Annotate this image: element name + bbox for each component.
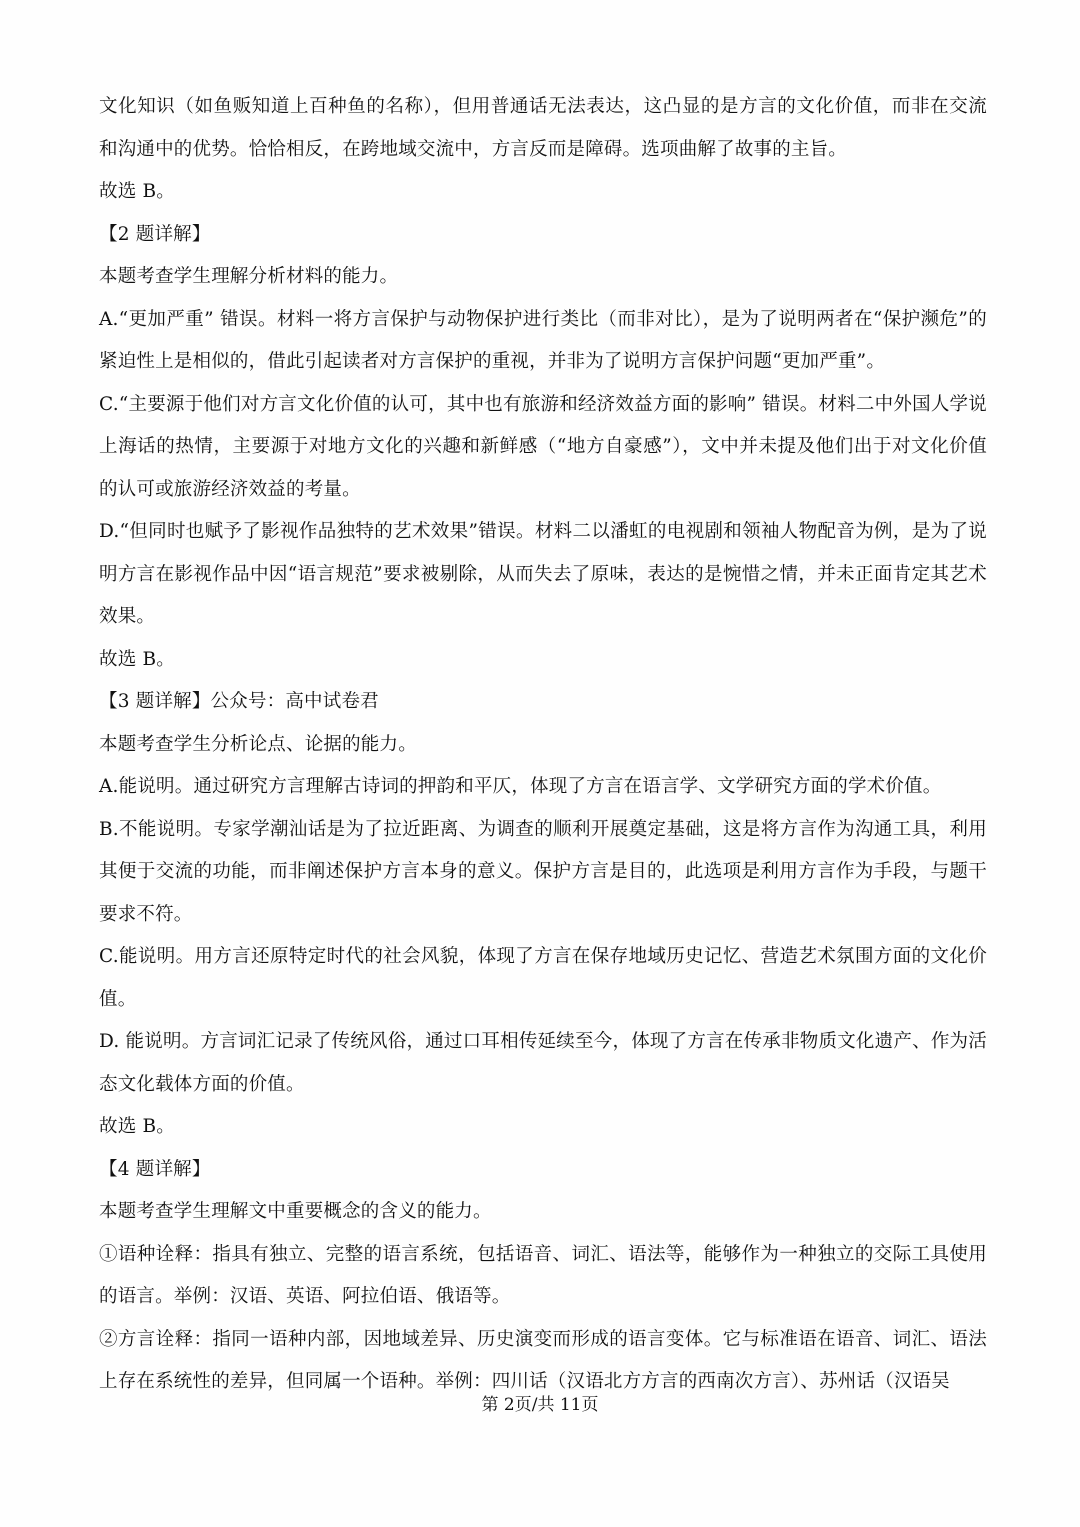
paragraph-q3-option-b: B.不能说明。专家学潮汕话是为了拉近距离、为调查的顺利开展奠定基础，这是将方言作为沟通工具，利用其便于交流的功能，而非阐述保护方言本身的意义。保护方言是目的，此选项是利用方言作为手段，与题干要求不符。 (99, 818, 987, 925)
paragraph-q3-option-d: D. 能说明。方言词汇记录了传统风俗，通过口耳相传延续至今，体现了方言在传承非物质文化遗产、作为活态文化载体方面的价值。 (99, 1031, 987, 1095)
heading-q4-detail: 【4 题详解】 (99, 1158, 211, 1180)
paragraph-q3-option-c: C.能说明。用方言还原特定时代的社会风貌，体现了方言在保存地域历史记忆、营造艺术氛围方面的文化价值。 (99, 946, 987, 1010)
paragraph-q4-language: ①语种诠释：指具有独立、完整的语言系统，包括语音、词汇、语法等，能够作为一种独立的交际工具使用的语言。举例：汉语、英语、阿拉伯语、俄语等。 (99, 1243, 987, 1307)
paragraph-q3-answer: 故选 B。 (99, 1116, 175, 1137)
answer-explanation-body (99, 86, 987, 1404)
paragraph-q2-option-c: C.“主要源于他们对方言文化价值的认可，其中也有旅游和经济效益方面的影响” 错误。材料二中外国人学说上海话的热情，主要源于对地方文化的兴趣和新鲜感（“地方自豪感”），文中并未提及他们出于对文化价值的认可或旅游经济效益的考量。 (99, 393, 987, 500)
paragraph-q2-option-d: D.“但同时也赋予了影视作品独特的艺术效果”错误。材料二以潘虹的电视剧和领袖人物配音为例，是为了说明方言在影视作品中因“语言规范”要求被剔除，从而失去了原味，表达的是惋惜之情，并未正面肯定其艺术效果。 (99, 521, 987, 627)
paragraph-q3-intro: 本题考查学生分析论点、论据的能力。 (99, 733, 417, 755)
paragraph-q2-option-a: A.“更加严重” 错误。材料一将方言保护与动物保护进行类比（而非对比），是为了说明两者在“保护濒危”的紧迫性上是相似的，借此引起读者对方言保护的重视，并非为了说明方言保护问题“更加严重”。 (99, 308, 987, 372)
paragraph-q4-intro: 本题考查学生理解文中重要概念的含义的能力。 (99, 1201, 492, 1222)
heading-q3-detail: 【3 题详解】公众号：高中试卷君 (99, 691, 379, 712)
paragraph-q3-option-a: A.能说明。通过研究方言理解古诗词的押韵和平仄，体现了方言在语言学、文学研究方面的学术价值。 (99, 776, 942, 797)
paragraph-q4-dialect: ②方言诠释：指同一语种内部，因地域差异、历史演变而形成的语言变体。它与标准语在语音、词汇、语法上存在系统性的差异，但同属一个语种。举例：四川话（汉语北方方言的西南次方言）、苏州话（汉语吴 (99, 1328, 987, 1392)
paragraph-q2-answer: 故选 B。 (99, 648, 175, 670)
heading-q2-detail: 【2 题详解】 (99, 223, 211, 245)
paragraph-q1-answer: 故选 B。 (99, 181, 175, 202)
page-number-footer: 第 2页/共 11页 (481, 1395, 599, 1415)
paragraph-q2-intro: 本题考查学生理解分析材料的能力。 (99, 266, 399, 287)
paragraph-q1-conclusion: 文化知识（如鱼贩知道上百种鱼的名称），但用普通话无法表达，这凸显的是方言的文化价值，而非在交流和沟通中的优势。恰恰相反，在跨地域交流中，方言反而是障碍。选项曲解了故事的主旨。 (99, 96, 987, 160)
